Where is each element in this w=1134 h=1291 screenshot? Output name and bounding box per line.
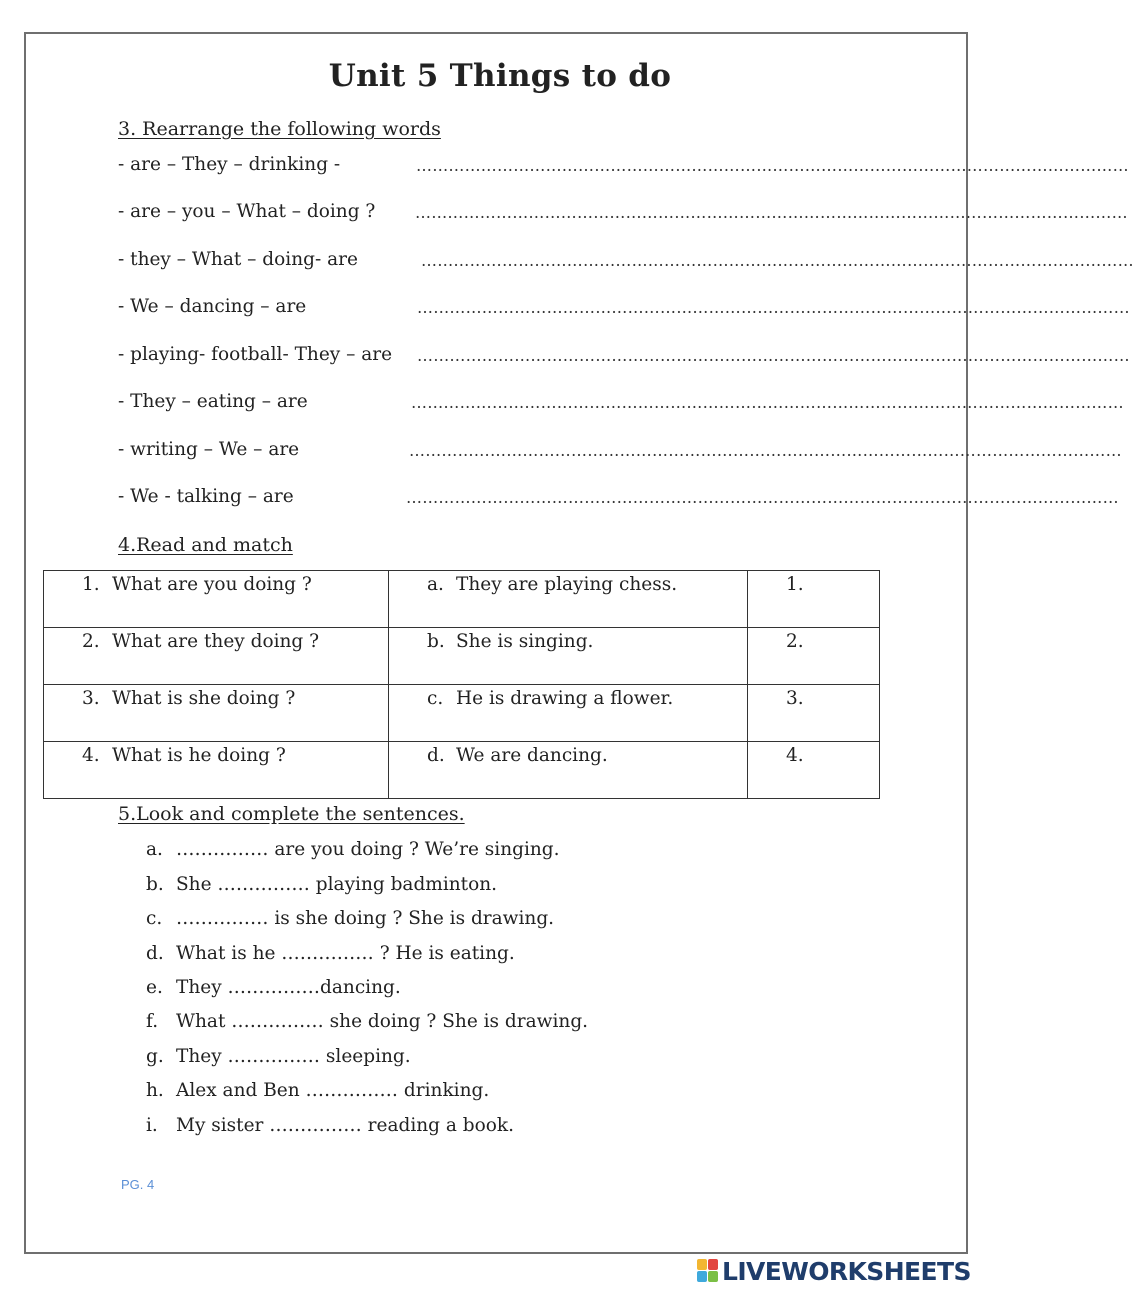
question-cell bbox=[44, 628, 389, 685]
question-text: What are they doing ? bbox=[112, 631, 320, 652]
page-number: PG. 4 bbox=[121, 1177, 155, 1192]
answer-line-4[interactable]: …………………………………………………………………………………………………………………… bbox=[417, 298, 1130, 317]
answer-line-2[interactable]: …………………………………………………………………………………………………………………… bbox=[415, 203, 1128, 222]
question-text: What is he doing ? bbox=[112, 745, 286, 766]
item-letter: h. bbox=[146, 1080, 164, 1101]
table-row bbox=[44, 742, 880, 799]
table-row bbox=[44, 628, 880, 685]
list-item bbox=[146, 839, 560, 860]
sentence-text[interactable]: What …………… she doing ? She is drawing. bbox=[176, 1011, 589, 1032]
answer-line-8[interactable]: …………………………………………………………………………………………………………………… bbox=[406, 488, 1119, 507]
brand-logo[interactable] bbox=[697, 1254, 971, 1288]
question-cell bbox=[44, 571, 389, 628]
question-number: 1. bbox=[82, 574, 100, 595]
question-text: What is she doing ? bbox=[112, 688, 296, 709]
item-letter: f. bbox=[146, 1011, 159, 1032]
answer-line-3[interactable]: …………………………………………………………………………………………………………………… bbox=[421, 251, 1134, 270]
item-letter: g. bbox=[146, 1046, 164, 1067]
list-item bbox=[146, 1080, 489, 1101]
worksheet-title: Unit 5 Things to do bbox=[328, 58, 672, 94]
rearrange-item-3: - they – What – doing- are bbox=[118, 249, 358, 270]
section4-heading: 4.Read and match bbox=[118, 534, 293, 556]
answer-text: We are dancing. bbox=[456, 745, 608, 766]
sentence-text[interactable]: …………… are you doing ? We’re singing. bbox=[176, 839, 560, 860]
section3-heading: 3. Rearrange the following words bbox=[118, 118, 441, 140]
sentence-text[interactable]: Alex and Ben …………… drinking. bbox=[176, 1080, 490, 1101]
answer-text: They are playing chess. bbox=[456, 574, 678, 595]
sentence-text[interactable]: …………… is she doing ? She is drawing. bbox=[176, 908, 555, 929]
section5-heading: 5.Look and complete the sentences. bbox=[118, 803, 465, 825]
answer-letter: d. bbox=[427, 745, 445, 766]
answer-text: She is singing. bbox=[456, 631, 594, 652]
question-number: 4. bbox=[82, 745, 100, 766]
list-item bbox=[146, 1115, 514, 1136]
item-letter: d. bbox=[146, 943, 164, 964]
rearrange-item-4: - We – dancing – are bbox=[118, 296, 307, 317]
rearrange-item-2: - are – you – What – doing ? bbox=[118, 201, 376, 222]
sentence-text[interactable]: They ……………dancing. bbox=[176, 977, 401, 998]
answer-text: He is drawing a flower. bbox=[456, 688, 674, 709]
sentence-text[interactable]: My sister …………… reading a book. bbox=[176, 1115, 515, 1136]
match-key-cell[interactable] bbox=[748, 628, 880, 685]
rearrange-item-6: - They – eating – are bbox=[118, 391, 308, 412]
list-item bbox=[146, 1011, 588, 1032]
item-letter: c. bbox=[146, 908, 163, 929]
question-number: 2. bbox=[82, 631, 100, 652]
list-item bbox=[146, 874, 497, 895]
answer-cell bbox=[389, 742, 748, 799]
question-number: 3. bbox=[82, 688, 100, 709]
list-item bbox=[146, 908, 554, 929]
sentence-text[interactable]: They …………… sleeping. bbox=[176, 1046, 411, 1067]
answer-line-5[interactable]: …………………………………………………………………………………………………………………… bbox=[417, 346, 1130, 365]
list-item bbox=[146, 1046, 411, 1067]
brand-name: LIVEWORKSHEETS bbox=[722, 1256, 971, 1286]
answer-letter: a. bbox=[427, 574, 444, 595]
match-key-label: 1. bbox=[786, 574, 804, 595]
item-letter: e. bbox=[146, 977, 163, 998]
rearrange-item-1: - are – They – drinking - bbox=[118, 154, 341, 175]
question-cell bbox=[44, 742, 389, 799]
question-text: What are you doing ? bbox=[112, 574, 312, 595]
sentence-text[interactable]: What is he …………… ? He is eating. bbox=[176, 943, 515, 964]
match-table bbox=[43, 570, 880, 799]
list-item bbox=[146, 943, 515, 964]
answer-line-1[interactable]: …………………………………………………………………………………………………………………… bbox=[416, 156, 1129, 175]
item-letter: i. bbox=[146, 1115, 158, 1136]
table-row bbox=[44, 571, 880, 628]
answer-line-6[interactable]: …………………………………………………………………………………………………………………… bbox=[411, 393, 1124, 412]
question-cell bbox=[44, 685, 389, 742]
item-letter: b. bbox=[146, 874, 164, 895]
list-item bbox=[146, 977, 401, 998]
answer-letter: c. bbox=[427, 688, 444, 709]
sentence-text[interactable]: She …………… playing badminton. bbox=[176, 874, 498, 895]
match-key-label: 3. bbox=[786, 688, 804, 709]
table-row bbox=[44, 685, 880, 742]
rearrange-item-7: - writing – We – are bbox=[118, 439, 300, 460]
match-key-cell[interactable] bbox=[748, 571, 880, 628]
match-key-cell[interactable] bbox=[748, 685, 880, 742]
rearrange-item-8: - We - talking – are bbox=[118, 486, 294, 507]
liveworksheets-logo-icon bbox=[697, 1259, 718, 1283]
item-letter: a. bbox=[146, 839, 163, 860]
match-key-label: 4. bbox=[786, 745, 804, 766]
match-key-label: 2. bbox=[786, 631, 804, 652]
match-key-cell[interactable] bbox=[748, 742, 880, 799]
answer-letter: b. bbox=[427, 631, 445, 652]
answer-line-7[interactable]: …………………………………………………………………………………………………………………… bbox=[409, 441, 1122, 460]
answer-cell bbox=[389, 571, 748, 628]
rearrange-item-5: - playing- football- They – are bbox=[118, 344, 393, 365]
answer-cell bbox=[389, 685, 748, 742]
answer-cell bbox=[389, 628, 748, 685]
